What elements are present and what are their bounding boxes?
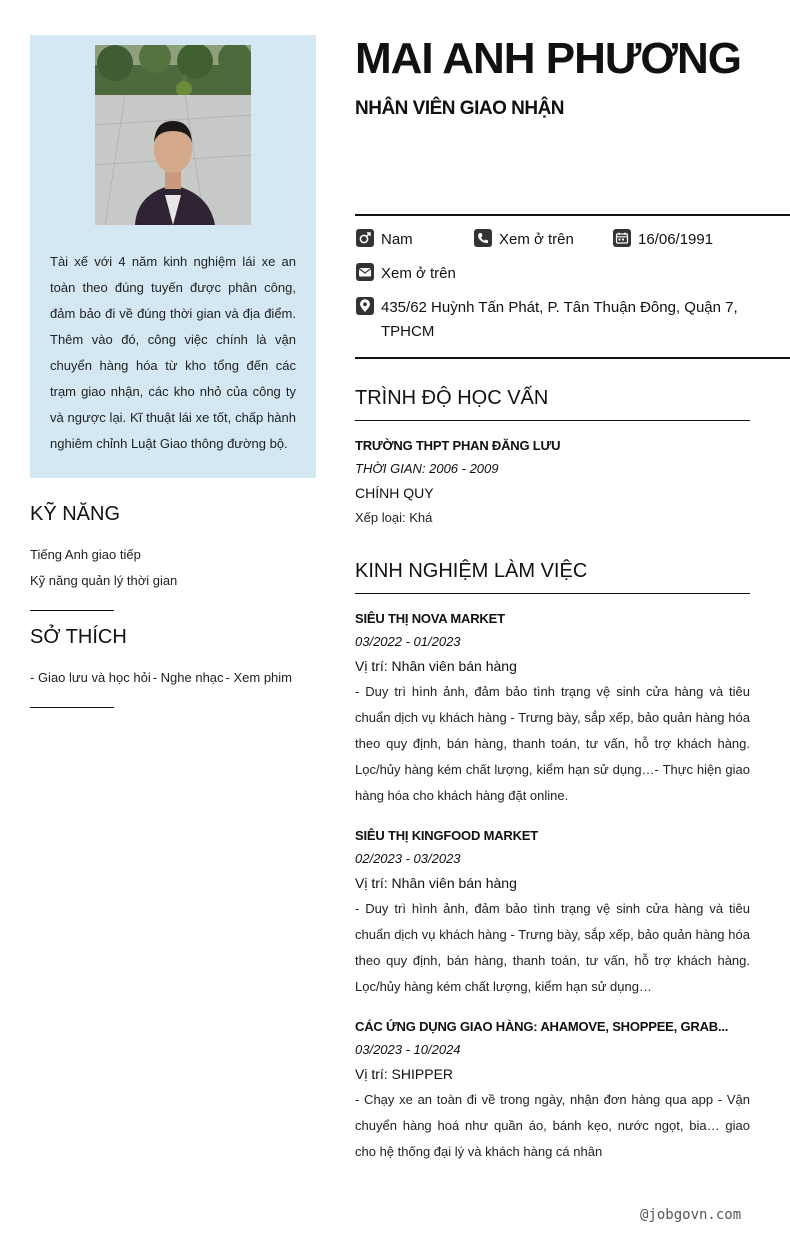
divider — [355, 420, 750, 421]
skill-item: Kỹ năng quản lý thời gian — [30, 573, 178, 588]
job-position: Vị trí: Nhân viên bán hàng — [355, 875, 517, 891]
calendar-icon — [613, 229, 631, 247]
job-entry — [355, 828, 750, 1000]
job-description: - Duy trì hình ảnh, đảm bảo tình trạng vệ sinh cửa hàng và tiêu chuẩn dịch vụ khách hàng - Trưng bày, sắp xếp, bảo quản hàng hóa theo quy định, bán hàng, thanh toán, tư vấn, hỗ trợ khách hàng. Lọc/hủy hàng kém chất lượng, kiểm hạn sử dụng…- Thực hiện giao hàng hóa cho khách hàng đặt online. — [355, 684, 750, 803]
education-heading: TRÌNH ĐỘ HỌC VẤN — [355, 387, 549, 409]
hobbies-heading: SỞ THÍCH — [30, 626, 127, 648]
divider — [355, 593, 750, 594]
education-period: THỜI GIAN: 2006 - 2009 — [355, 461, 499, 476]
job-entry — [355, 1019, 750, 1165]
phone-info — [474, 228, 574, 252]
job-company: SIÊU THỊ NOVA MARKET — [355, 611, 505, 626]
job-period: 03/2023 - 10/2024 — [355, 1042, 461, 1057]
phone-value: Xem ở trên — [499, 231, 574, 248]
address-info — [356, 296, 750, 344]
job-position: Vị trí: SHIPPER — [355, 1066, 454, 1082]
skills-list — [30, 542, 177, 594]
hobbies-list — [30, 666, 294, 690]
address-value: 435/62 Huỳnh Tấn Phát, P. Tân Thuận Đông, Quận 7, TPHCM — [381, 299, 738, 340]
birthday-info — [613, 228, 713, 252]
education-entry — [355, 438, 750, 531]
divider — [355, 214, 790, 216]
job-description: - Chạy xe an toàn đi về trong ngày, nhận đơn hàng qua app - Vận chuyển hàng hoá như quần áo, bánh kẹo, nước ngọt, bia… giao cho hệ thống đại lý và khách hàng cá nhân — [355, 1092, 750, 1159]
job-entry — [355, 611, 750, 809]
profile-panel — [30, 35, 316, 478]
phone-icon — [474, 229, 492, 247]
gender-info — [356, 228, 413, 252]
gender-icon — [356, 229, 374, 247]
email-value: Xem ở trên — [381, 265, 456, 282]
skills-heading: KỸ NĂNG — [30, 503, 121, 525]
email-info — [356, 262, 456, 286]
school-name: TRƯỜNG THPT PHAN ĐĂNG LƯU — [355, 438, 561, 453]
experience-heading: KINH NGHIỆM LÀM VIỆC — [355, 560, 588, 582]
education-grade: Xếp loại: Khá — [355, 510, 433, 525]
job-company: SIÊU THỊ KINGFOOD MARKET — [355, 828, 538, 843]
birthday-value: 16/06/1991 — [638, 231, 714, 248]
watermark: @jobgovn.com — [640, 1207, 742, 1223]
email-icon — [356, 263, 374, 281]
candidate-name: MAI ANH PHƯƠNG — [355, 34, 741, 83]
education-type: CHÍNH QUY — [355, 485, 434, 501]
divider — [355, 357, 790, 359]
job-description: - Duy trì hình ảnh, đảm bảo tình trạng vệ sinh cửa hàng và tiêu chuẩn dịch vụ khách hàng - Trưng bày, sắp xếp, bảo quản hàng hóa theo quy định, bán hàng, thanh toán, tư vấn, hỗ trợ khách hàng. Lọc/hủy hàng kém chất lượng, kiểm hạn sử dụng… — [355, 901, 750, 994]
divider — [30, 610, 114, 611]
gender-value: Nam — [381, 231, 413, 248]
skill-item: Tiếng Anh giao tiếp — [30, 547, 141, 562]
job-period: 02/2023 - 03/2023 — [355, 851, 461, 866]
job-position: Vị trí: Nhân viên bán hàng — [355, 658, 517, 674]
hobby-item: - Giao lưu và học hỏi — [30, 670, 151, 685]
candidate-role: NHÂN VIÊN GIAO NHẬN — [355, 98, 565, 119]
divider — [30, 707, 114, 708]
profile-photo — [95, 45, 251, 225]
job-period: 03/2022 - 01/2023 — [355, 634, 461, 649]
hobby-item: - Nghe nhạc — [152, 670, 224, 685]
hobby-item: - Xem phim — [225, 670, 293, 685]
location-pin-icon — [356, 297, 374, 315]
job-company: CÁC ỨNG DỤNG GIAO HÀNG: AHAMOVE, SHOPPEE, GRAB... — [355, 1019, 729, 1034]
profile-summary: Tài xế với 4 năm kinh nghiệm lái xe an toàn theo đúng tuyến được phân công, đảm bảo đi về đúng thời gian và địa điểm. Thêm vào đó, công việc chính là vận chuyển hàng hóa từ kho tổng đến các trạm giao nhận, các kho nhỏ của công ty và ngược lại. Kĩ thuật lái xe tốt, chấp hành nghiêm chỉnh Luật Giao thông đường bộ. — [50, 254, 296, 451]
